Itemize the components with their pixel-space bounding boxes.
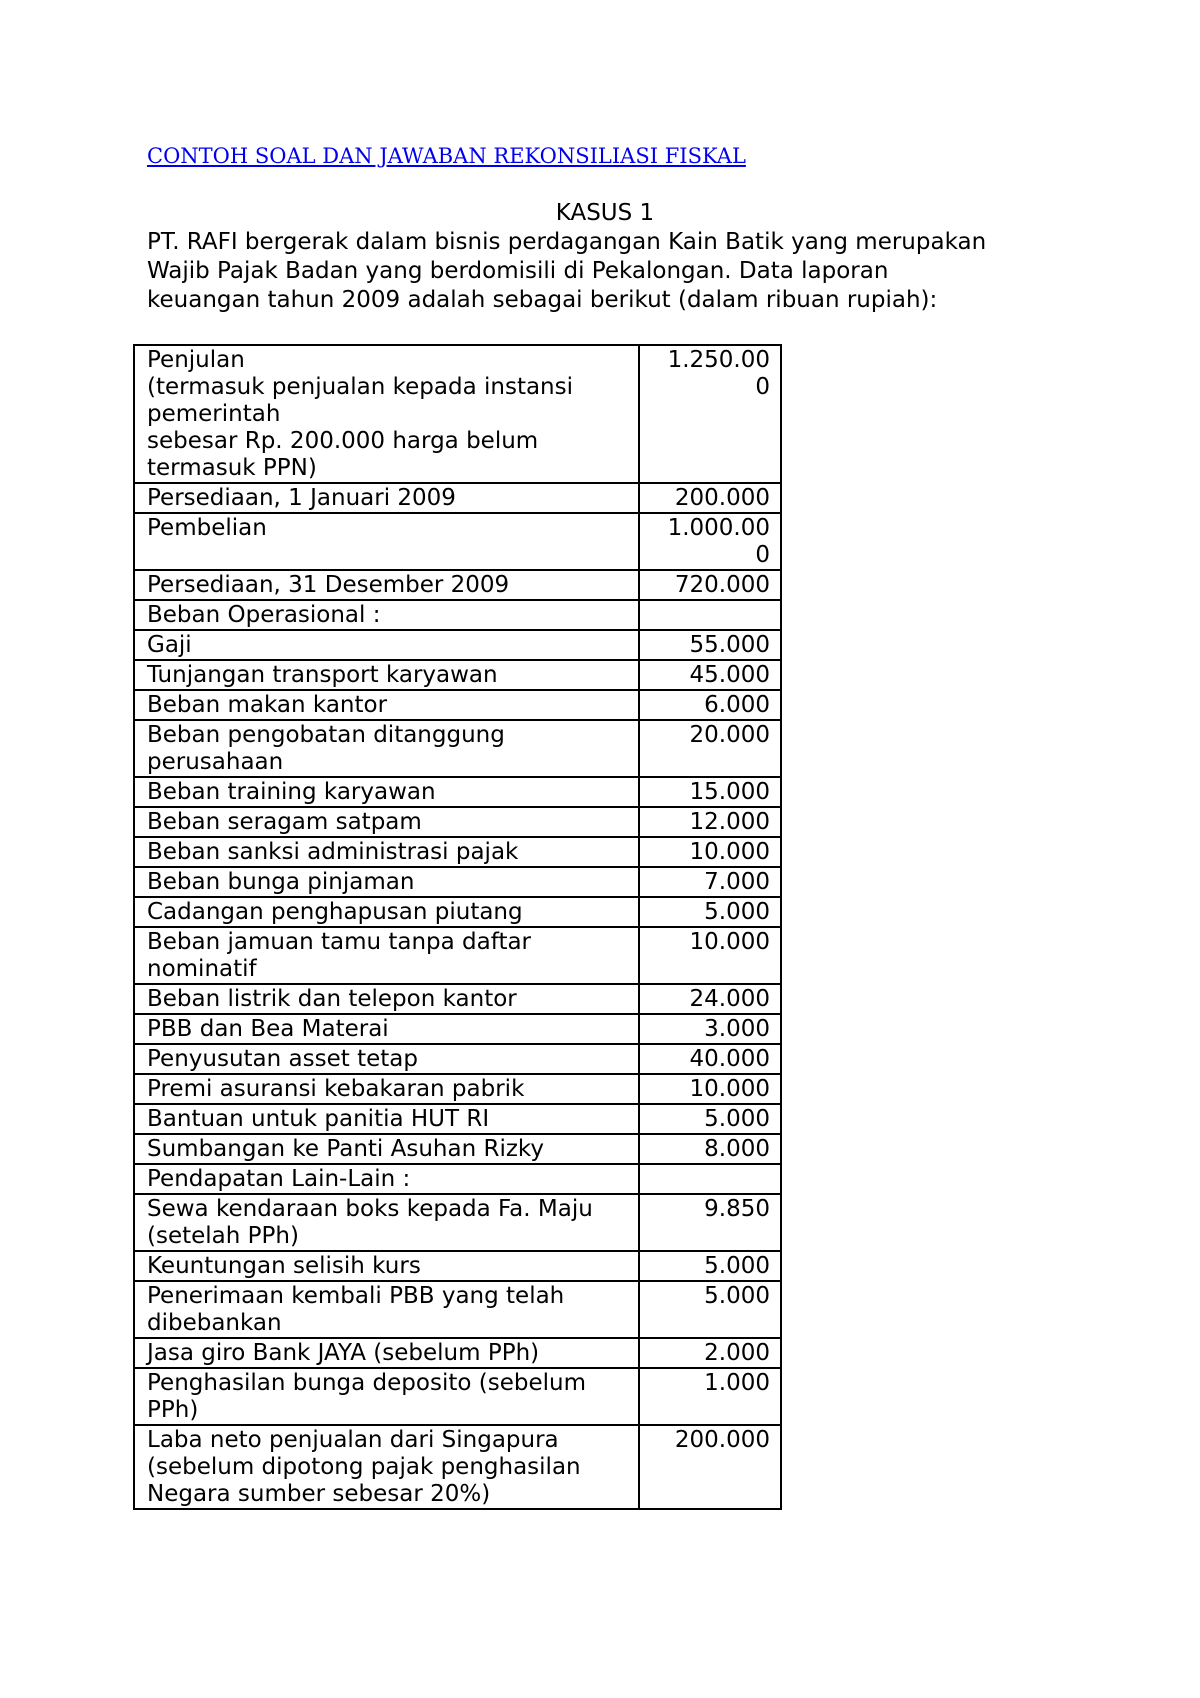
- row-amount-cell: [639, 1104, 781, 1134]
- table-row: [134, 1164, 781, 1194]
- table-row: [134, 630, 781, 660]
- row-amount-line: 20.000: [689, 722, 770, 748]
- row-label-cell: [134, 807, 639, 837]
- row-label-line: PBB dan Bea Materai: [147, 1016, 389, 1042]
- row-label-cell: [134, 1044, 639, 1074]
- row-label-line: (sebelum dipotong pajak penghasilan: [147, 1454, 581, 1480]
- financial-data-table: [133, 344, 782, 1510]
- table-row: [134, 984, 781, 1014]
- row-label-line: (setelah PPh): [147, 1223, 299, 1249]
- row-label-line: sebesar Rp. 200.000 harga belum: [147, 428, 539, 454]
- row-label-cell: [134, 630, 639, 660]
- row-label-cell: [134, 867, 639, 897]
- row-label-line: Beban sanksi administrasi pajak: [147, 839, 519, 865]
- row-amount-cell: [639, 345, 781, 483]
- row-label-line: Penjulan: [147, 347, 245, 373]
- row-label-cell: [134, 927, 639, 984]
- row-label-line: PPh): [147, 1397, 199, 1423]
- row-amount-cell: [639, 927, 781, 984]
- row-label-line: Premi asuransi kebakaran pabrik: [147, 1076, 525, 1102]
- table-row: [134, 570, 781, 600]
- row-amount-cell: [639, 807, 781, 837]
- row-label-line: termasuk PPN): [147, 455, 317, 481]
- table-row: [134, 837, 781, 867]
- row-amount-line: 7.000: [704, 869, 770, 895]
- row-label-line: Keuntungan selisih kurs: [147, 1253, 421, 1279]
- row-label-line: Sumbangan ke Panti Asuhan Rizky: [147, 1136, 545, 1162]
- row-amount-cell: [639, 1134, 781, 1164]
- row-amount-cell: [639, 1425, 781, 1509]
- row-amount-cell: [639, 660, 781, 690]
- row-amount-cell: [639, 690, 781, 720]
- row-label-cell: [134, 690, 639, 720]
- row-label-cell: [134, 777, 639, 807]
- table-row: [134, 513, 781, 570]
- financial-table-body: [134, 345, 781, 1509]
- row-amount-cell: [639, 483, 781, 513]
- table-row: [134, 1338, 781, 1368]
- row-label-line: (termasuk penjualan kepada instansi: [147, 374, 574, 400]
- row-amount-line: 5.000: [704, 1106, 770, 1132]
- row-amount-line: 5.000: [704, 899, 770, 925]
- row-amount-line: 10.000: [689, 929, 770, 955]
- row-amount-cell: [639, 1281, 781, 1338]
- row-label-line: Beban bunga pinjaman: [147, 869, 415, 895]
- row-label-cell: [134, 1194, 639, 1251]
- row-label-line: Penghasilan bunga deposito (sebelum: [147, 1370, 586, 1396]
- table-row: [134, 1251, 781, 1281]
- row-amount-line: 40.000: [689, 1046, 770, 1072]
- row-amount-cell: [639, 600, 781, 630]
- row-amount-line: 0: [755, 374, 770, 400]
- row-label-cell: [134, 897, 639, 927]
- row-label-line: dibebankan: [147, 1310, 282, 1336]
- row-amount-cell: [639, 777, 781, 807]
- row-amount-line: 24.000: [689, 986, 770, 1012]
- row-label-cell: [134, 720, 639, 777]
- row-label-cell: [134, 1251, 639, 1281]
- table-row: [134, 483, 781, 513]
- row-amount-line: 45.000: [689, 662, 770, 688]
- table-row: [134, 867, 781, 897]
- row-label-line: Beban listrik dan telepon kantor: [147, 986, 517, 1012]
- row-amount-cell: [639, 1164, 781, 1194]
- row-label-line: Pembelian: [147, 515, 267, 541]
- table-row: [134, 345, 781, 483]
- table-row: [134, 1074, 781, 1104]
- case-heading: KASUS 1: [555, 200, 655, 226]
- row-amount-line: 15.000: [689, 779, 770, 805]
- row-amount-cell: [639, 897, 781, 927]
- table-row: [134, 1368, 781, 1425]
- row-label-cell: [134, 1164, 639, 1194]
- row-label-line: Cadangan penghapusan piutang: [147, 899, 523, 925]
- table-row: [134, 1281, 781, 1338]
- table-row: [134, 1014, 781, 1044]
- row-label-cell: [134, 1104, 639, 1134]
- row-amount-line: 10.000: [689, 1076, 770, 1102]
- row-amount-line: [644, 602, 770, 629]
- row-label-line: Gaji: [147, 632, 192, 658]
- row-amount-line: 1.000: [704, 1370, 770, 1396]
- row-label-cell: [134, 1425, 639, 1509]
- row-label-line: Penyusutan asset tetap: [147, 1046, 418, 1072]
- table-row: [134, 1104, 781, 1134]
- row-label-cell: [134, 1368, 639, 1425]
- row-label-line: nominatif: [147, 956, 257, 982]
- row-label-cell: [134, 984, 639, 1014]
- row-label-cell: [134, 1134, 639, 1164]
- row-amount-cell: [639, 984, 781, 1014]
- row-label-cell: [134, 1074, 639, 1104]
- row-amount-cell: [639, 867, 781, 897]
- row-label-cell: [134, 1014, 639, 1044]
- table-row: [134, 690, 781, 720]
- row-label-cell: [134, 660, 639, 690]
- row-label-line: pemerintah: [147, 401, 281, 427]
- row-label-line: Negara sumber sebesar 20%): [147, 1481, 491, 1507]
- document-title-link[interactable]: CONTOH SOAL DAN JAWABAN REKONSILIASI FISKAL: [147, 144, 746, 168]
- row-label-cell: [134, 345, 639, 483]
- row-label-line: Beban Operasional :: [147, 602, 381, 628]
- row-amount-line: [644, 1166, 770, 1193]
- row-amount-line: 2.000: [704, 1340, 770, 1366]
- row-label-line: Penerimaan kembali PBB yang telah: [147, 1283, 565, 1309]
- row-amount-cell: [639, 630, 781, 660]
- table-row: [134, 600, 781, 630]
- row-amount-line: 5.000: [704, 1283, 770, 1309]
- row-label-line: Beban jamuan tamu tanpa daftar: [147, 929, 532, 955]
- row-label-line: Sewa kendaraan boks kepada Fa. Maju: [147, 1196, 593, 1222]
- row-amount-cell: [639, 1368, 781, 1425]
- table-row: [134, 1425, 781, 1509]
- row-label-line: Beban training karyawan: [147, 779, 436, 805]
- row-label-cell: [134, 570, 639, 600]
- table-row: [134, 777, 781, 807]
- row-amount-cell: [639, 1251, 781, 1281]
- row-label-cell: [134, 1281, 639, 1338]
- row-label-line: Beban seragam satpam: [147, 809, 422, 835]
- row-amount-line: 55.000: [689, 632, 770, 658]
- intro-line: Wajib Pajak Badan yang berdomisili di Pekalongan. Data laporan: [147, 258, 889, 284]
- row-amount-line: 1.000.00: [667, 515, 770, 541]
- row-amount-line: 10.000: [689, 839, 770, 865]
- table-row: [134, 660, 781, 690]
- row-amount-line: 6.000: [704, 692, 770, 718]
- intro-line: keuangan tahun 2009 adalah sebagai berikut (dalam ribuan rupiah):: [147, 287, 938, 313]
- row-amount-line: 200.000: [674, 1427, 770, 1453]
- table-row: [134, 1194, 781, 1251]
- intro-paragraph: [147, 228, 1067, 315]
- row-amount-line: 8.000: [704, 1136, 770, 1162]
- table-row: [134, 1044, 781, 1074]
- row-amount-line: 5.000: [704, 1253, 770, 1279]
- table-row: [134, 897, 781, 927]
- row-label-cell: [134, 483, 639, 513]
- row-amount-cell: [639, 720, 781, 777]
- row-amount-line: 200.000: [674, 485, 770, 511]
- table-row: [134, 1134, 781, 1164]
- row-amount-cell: [639, 570, 781, 600]
- table-row: [134, 720, 781, 777]
- row-amount-line: 1.250.00: [667, 347, 770, 373]
- row-amount-cell: [639, 837, 781, 867]
- row-amount-cell: [639, 1194, 781, 1251]
- row-label-line: Persediaan, 1 Januari 2009: [147, 485, 456, 511]
- row-label-line: Bantuan untuk panitia HUT RI: [147, 1106, 490, 1132]
- row-amount-cell: [639, 1074, 781, 1104]
- row-amount-line: 720.000: [674, 572, 770, 598]
- row-label-line: Beban makan kantor: [147, 692, 388, 718]
- row-amount-line: 9.850: [704, 1196, 770, 1222]
- row-amount-cell: [639, 1044, 781, 1074]
- row-amount-cell: [639, 1338, 781, 1368]
- row-label-cell: [134, 1338, 639, 1368]
- row-label-line: Tunjangan transport karyawan: [147, 662, 498, 688]
- row-label-line: Jasa giro Bank JAYA (sebelum PPh): [147, 1340, 540, 1366]
- row-amount-cell: [639, 1014, 781, 1044]
- row-amount-line: 0: [755, 542, 770, 568]
- table-row: [134, 927, 781, 984]
- row-label-line: Beban pengobatan ditanggung: [147, 722, 505, 748]
- row-amount-line: 3.000: [704, 1016, 770, 1042]
- row-label-cell: [134, 513, 639, 570]
- row-label-line: Pendapatan Lain-Lain :: [147, 1166, 411, 1192]
- row-label-line: perusahaan: [147, 749, 284, 775]
- intro-line: PT. RAFI bergerak dalam bisnis perdagangan Kain Batik yang merupakan: [147, 229, 987, 255]
- row-amount-cell: [639, 513, 781, 570]
- row-label-cell: [134, 837, 639, 867]
- row-label-cell: [134, 600, 639, 630]
- row-label-line: Laba neto penjualan dari Singapura: [147, 1427, 559, 1453]
- row-label-line: Persediaan, 31 Desember 2009: [147, 572, 510, 598]
- table-row: [134, 807, 781, 837]
- row-amount-line: 12.000: [689, 809, 770, 835]
